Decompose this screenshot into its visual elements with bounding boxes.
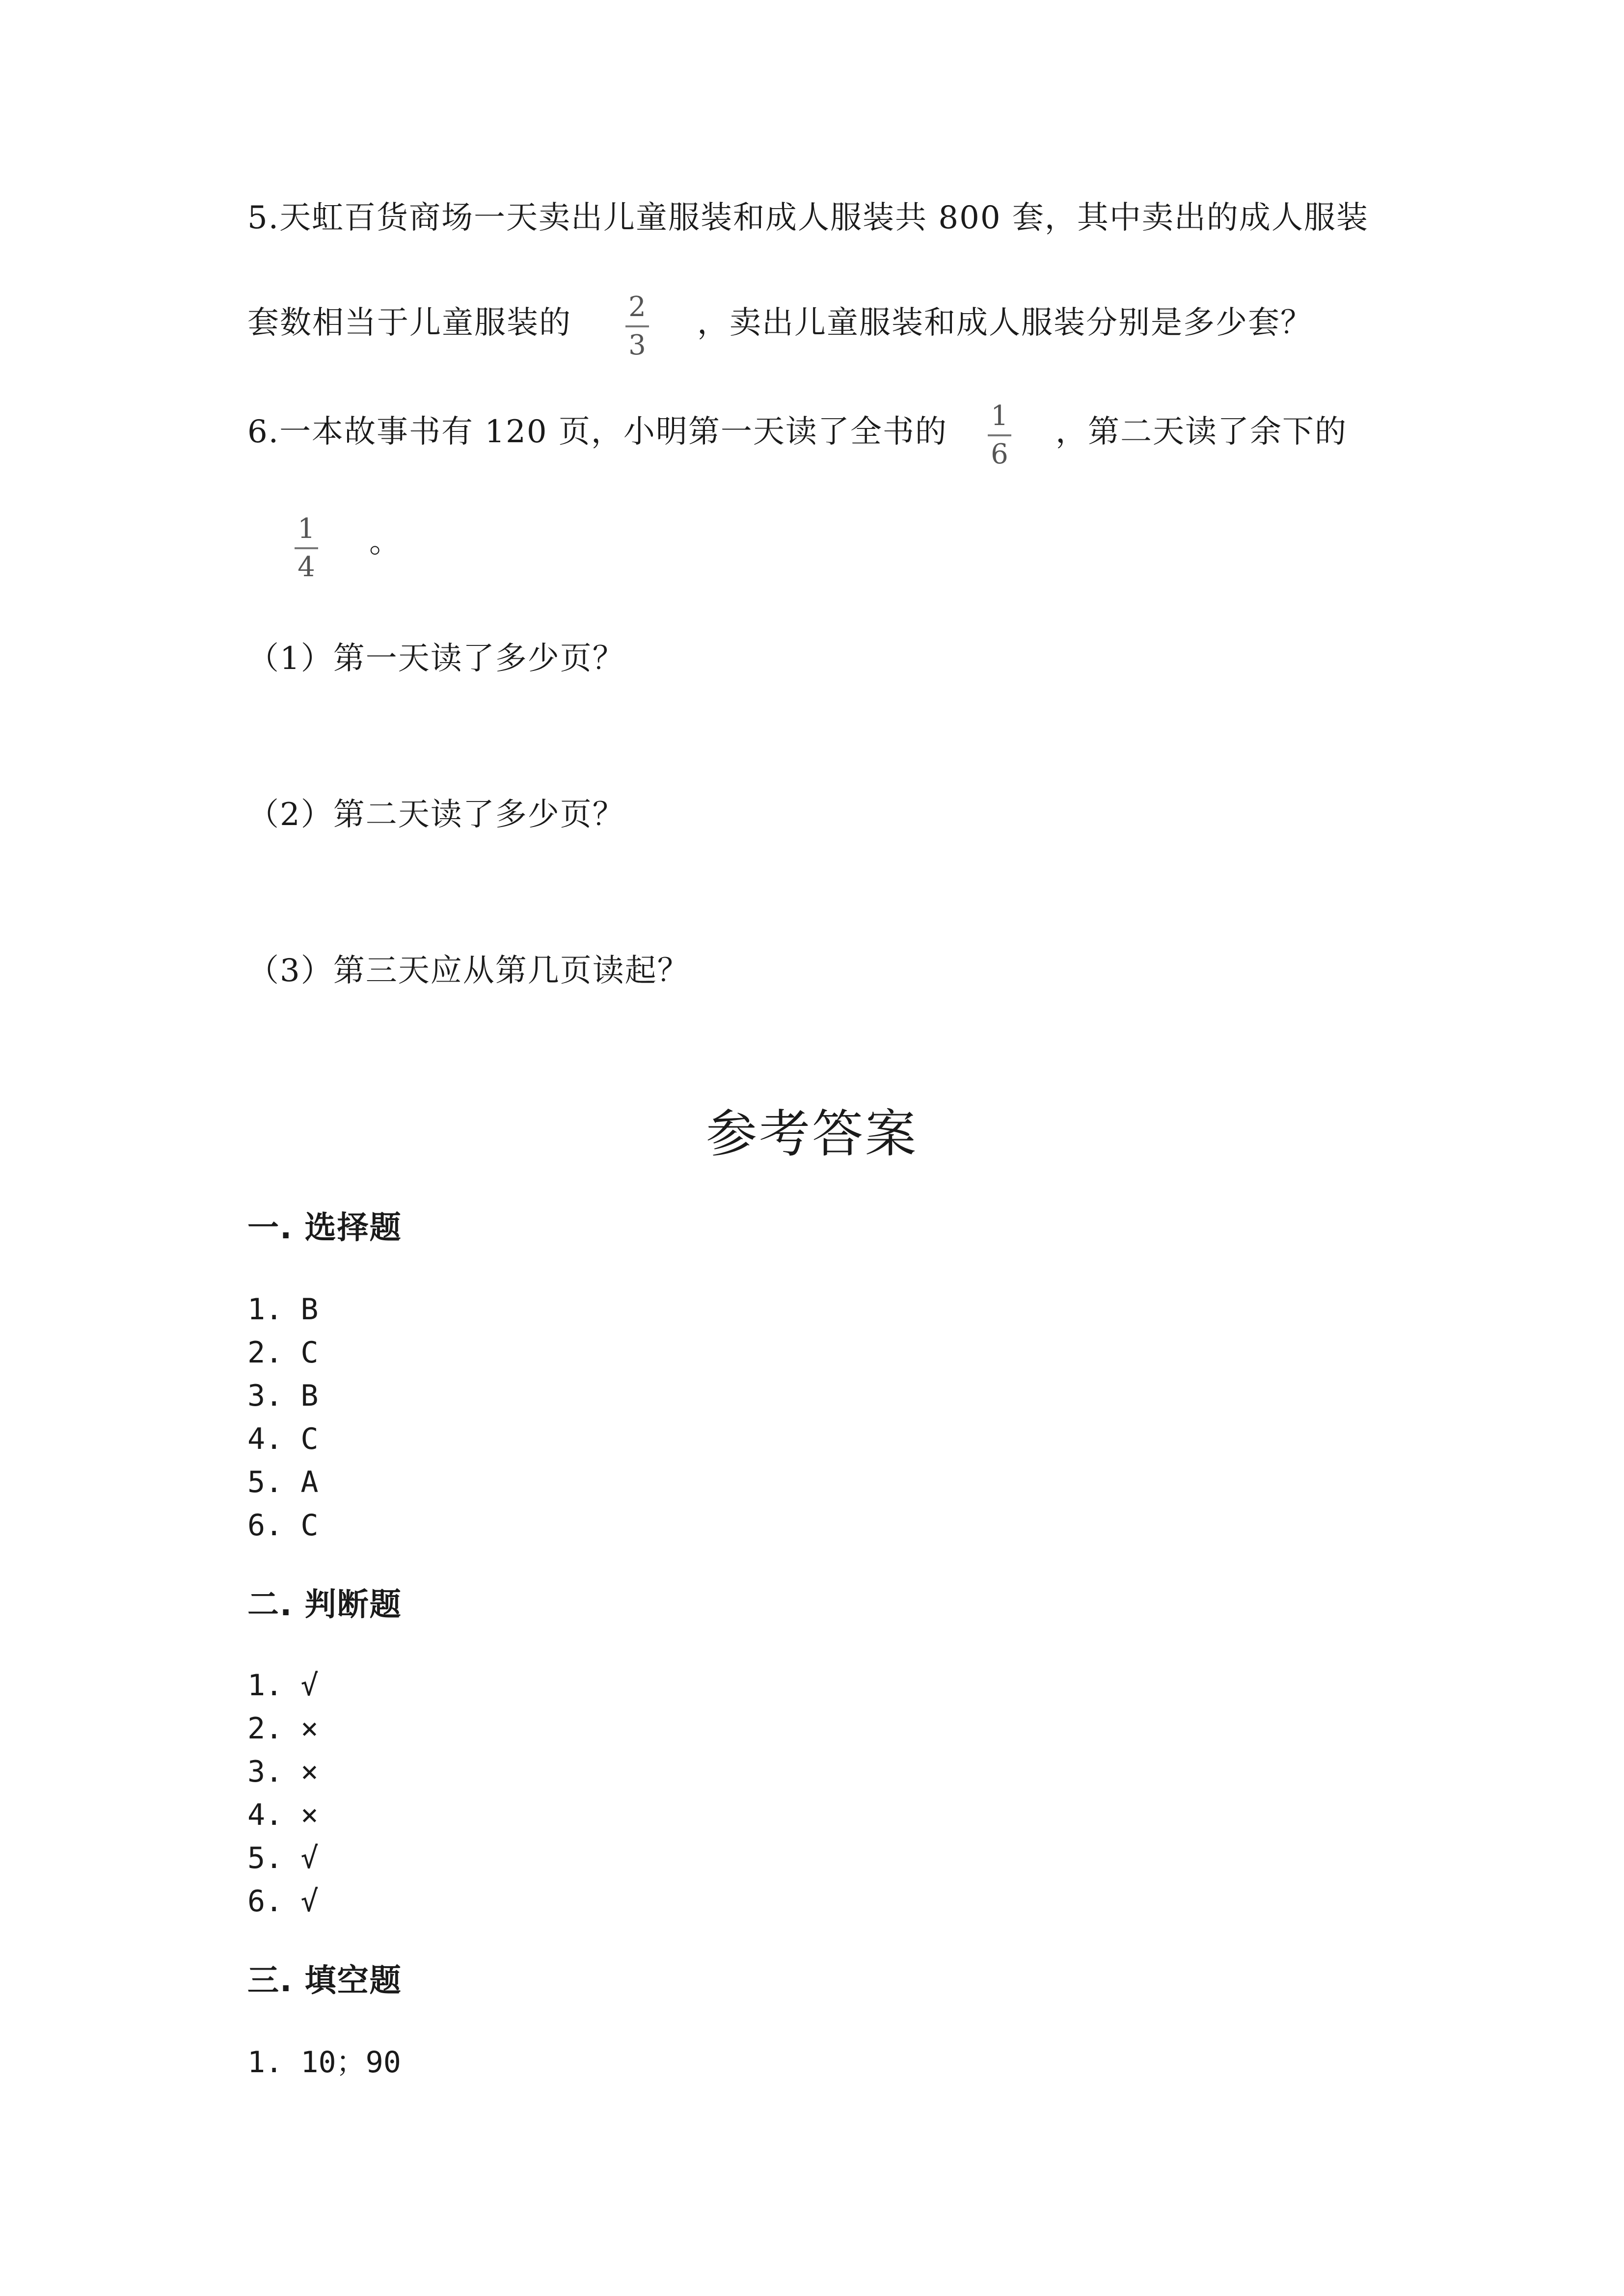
q5-fraction-numerator: 2 — [628, 291, 646, 323]
section1-title: 一. 选择题 — [247, 1210, 402, 1246]
q5-line2-before: 套数相当于儿童服装的 — [247, 305, 571, 341]
q5-line1: 5.天虹百货商场一天卖出儿童服装和成人服装共 800 套，其中卖出的成人服装 — [247, 200, 1369, 236]
q6-fraction2-numerator: 1 — [298, 513, 315, 545]
q6-fraction2-denominator: 4 — [298, 551, 315, 583]
q6-sub2: （2）第二天读了多少页？ — [247, 797, 625, 833]
q5-fraction — [623, 291, 652, 361]
section1-answer-1: 1. B — [247, 1292, 319, 1327]
section2-answer-1: 1. √ — [247, 1668, 319, 1703]
q5-line2-after: ，卖出儿童服装和成人服装分别是多少套？ — [697, 305, 1313, 341]
q6-line1-before: 6.一本故事书有 120 页，小明第一天读了全书的 — [247, 414, 947, 450]
section1-answer-6: 6. C — [247, 1508, 319, 1543]
section2-answer-2: 2. × — [247, 1711, 319, 1746]
section3-answer-1: 1. 10；90 — [247, 2045, 401, 2080]
q6-line1-after: ，第二天读了余下的 — [1056, 414, 1347, 450]
section1-answer-2: 2. C — [247, 1335, 319, 1370]
section1-answer-4: 4. C — [247, 1422, 319, 1456]
q5-fraction-denominator: 3 — [628, 329, 646, 361]
q6-fraction1-bar — [988, 434, 1011, 436]
q6-fraction1-denominator: 6 — [991, 438, 1008, 470]
section2-answer-3: 3. × — [247, 1755, 319, 1789]
answers-title: 参考答案 — [705, 1104, 918, 1164]
section1-answer-5: 5. A — [247, 1465, 319, 1499]
q6-fraction2 — [292, 515, 321, 581]
section2-answer-5: 5. √ — [247, 1841, 319, 1875]
q6-sub3: （3）第三天应从第几页读起？ — [247, 953, 690, 989]
section2-title: 二. 判断题 — [247, 1587, 402, 1623]
section3-title: 三. 填空题 — [247, 1963, 402, 1999]
q6-fraction2-bar — [295, 547, 318, 549]
section1-answer-3: 3. B — [247, 1379, 319, 1413]
q6-fraction1-numerator: 1 — [991, 400, 1008, 432]
q5-fraction-bar — [625, 325, 649, 327]
q6-fraction1 — [985, 402, 1014, 468]
section2-answer-4: 4. × — [247, 1798, 319, 1832]
q6-sub1: （1）第一天读了多少页？ — [247, 641, 625, 677]
section2-answer-6: 6. √ — [247, 1884, 319, 1919]
q6-line2-period: 。 — [369, 524, 401, 560]
